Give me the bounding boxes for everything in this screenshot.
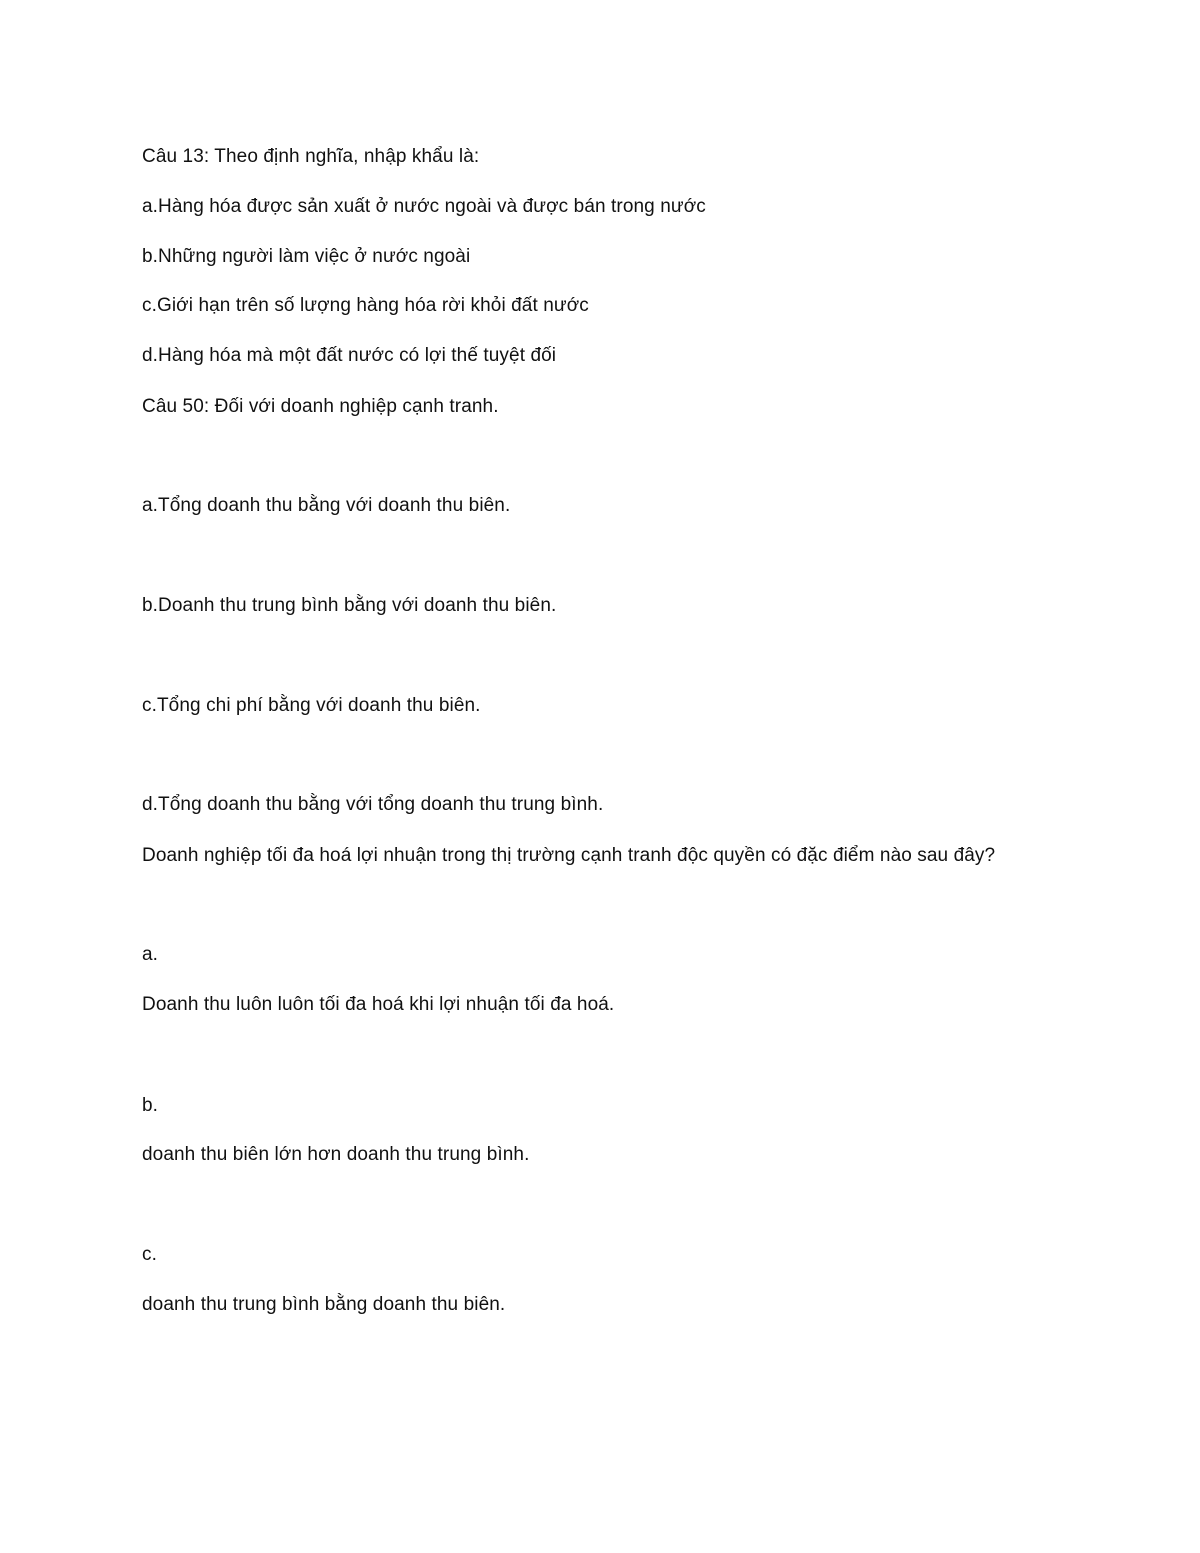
question-13-option-b: b.Những người làm việc ở nước ngoài xyxy=(142,246,471,267)
question-50-option-b: b.Doanh thu trung bình bằng với doanh thu biên. xyxy=(142,595,557,616)
question-13-title: Câu 13: Theo định nghĩa, nhập khẩu là: xyxy=(142,146,480,167)
question-3-option-b-letter: b. xyxy=(142,1095,159,1116)
question-3-option-c-letter: c. xyxy=(142,1244,157,1265)
question-3-option-c-text: doanh thu trung bình bằng doanh thu biên. xyxy=(142,1294,506,1315)
question-13-option-a: a.Hàng hóa được sản xuất ở nước ngoài và được bán trong nước xyxy=(142,196,706,217)
question-3-option-a-text: Doanh thu luôn luôn tối đa hoá khi lợi nhuận tối đa hoá. xyxy=(142,994,615,1015)
question-3-option-b-text: doanh thu biên lớn hơn doanh thu trung bình. xyxy=(142,1144,530,1165)
question-13-option-c: c.Giới hạn trên số lượng hàng hóa rời khỏi đất nước xyxy=(142,295,589,316)
question-50-option-a: a.Tổng doanh thu bằng với doanh thu biên. xyxy=(142,495,511,516)
question-3-title: Doanh nghiệp tối đa hoá lợi nhuận trong thị trường cạnh tranh độc quyền có đặc điểm nào sau đây? xyxy=(142,845,996,866)
question-3-option-a-letter: a. xyxy=(142,944,159,965)
question-50-title: Câu 50: Đối với doanh nghiệp cạnh tranh. xyxy=(142,396,499,417)
question-13-option-d: d.Hàng hóa mà một đất nước có lợi thế tuyệt đối xyxy=(142,345,557,366)
question-50-option-c: c.Tổng chi phí bằng với doanh thu biên. xyxy=(142,695,481,716)
question-50-option-d: d.Tổng doanh thu bằng với tổng doanh thu trung bình. xyxy=(142,794,604,815)
